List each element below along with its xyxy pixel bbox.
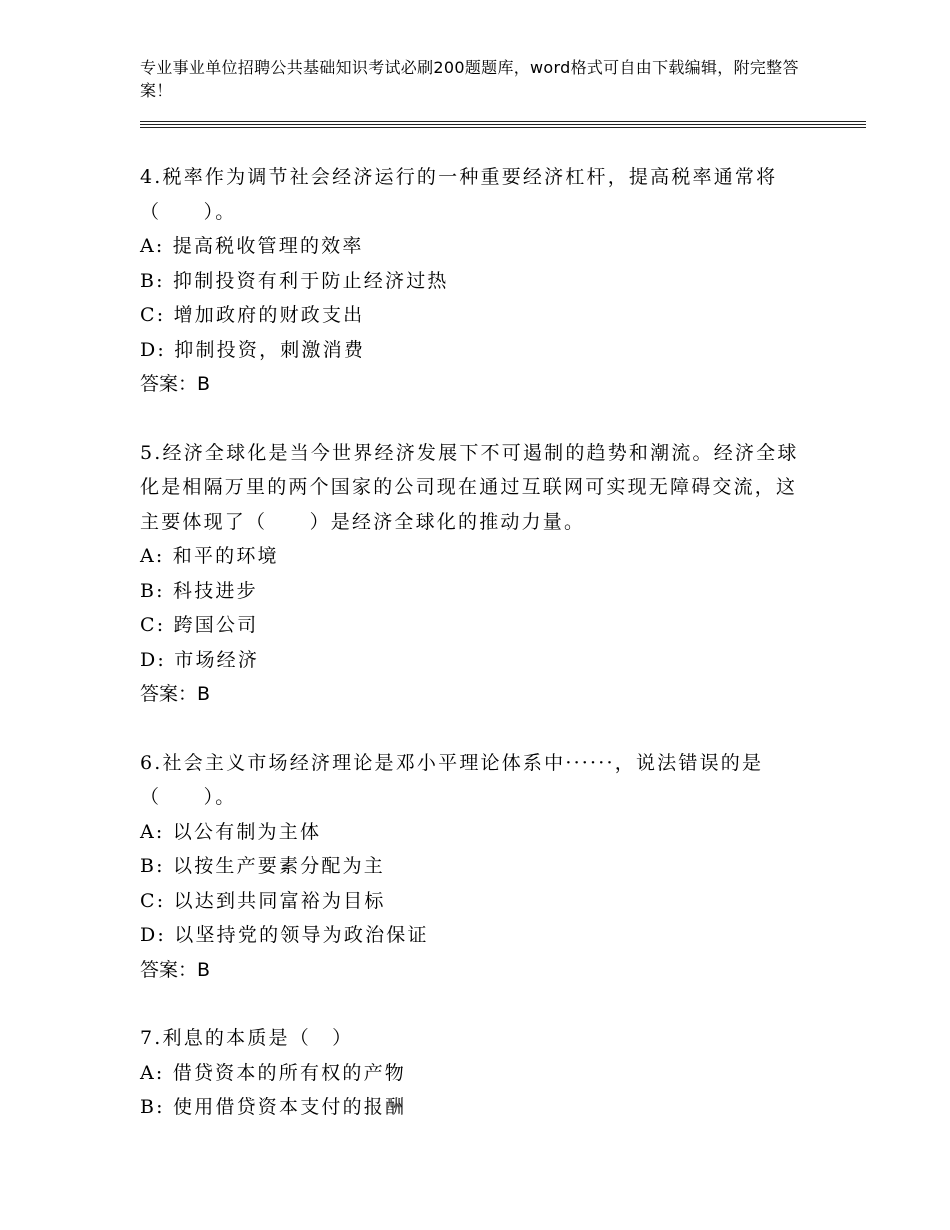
question-text: 5.经济全球化是当今世界经济发展下不可遏制的趋势和潮流。经济全球化是相隔万里的两个国家的公司现在通过互联网可实现无障碍交流，这主要体现了（ ）是经济全球化的推动力量。: [140, 441, 799, 533]
question-4: [140, 160, 800, 402]
question-6: [140, 746, 800, 988]
answer-line: 答案：B: [140, 373, 211, 395]
option-b: B: 抑制投资有利于防止经济过热: [140, 269, 449, 292]
question-text: 6.社会主义市场经济理论是邓小平理论体系中······，说法错误的是（ ）。: [140, 751, 764, 808]
header-divider: [140, 124, 866, 125]
option-a: A: 借贷资本的所有权的产物: [140, 1061, 406, 1084]
answer-line: 答案：B: [140, 683, 211, 705]
question-7: [140, 1021, 800, 1125]
option-b: B: 以按生产要素分配为主: [140, 855, 386, 877]
option-c: C: 增加政府的财政支出: [140, 304, 365, 326]
question-text: 7.利息的本质是（ ）: [140, 1027, 354, 1049]
option-a: A: 提高税收管理的效率: [140, 235, 364, 257]
question-5: [140, 436, 800, 712]
page-header-text: 专业事业单位招聘公共基础知识考试必刷200题题库，word格式可自由下载编辑，附完整答案！: [140, 58, 799, 100]
option-c: C: 以达到共同富裕为目标: [140, 889, 386, 912]
header-divider: [140, 121, 866, 122]
option-b: B: 使用借贷资本支付的报酬: [140, 1096, 407, 1118]
option-a: A: 以公有制为主体: [140, 820, 322, 843]
question-list: [140, 160, 800, 1159]
option-a: A: 和平的环境: [140, 545, 279, 567]
option-d: D: 以坚持党的领导为政治保证: [140, 924, 429, 946]
answer-line: 答案：B: [140, 958, 211, 981]
header-divider: [140, 127, 866, 128]
option-d: D: 抑制投资，刺激消费: [140, 338, 366, 361]
option-c: C: 跨国公司: [140, 614, 259, 636]
question-text: 4.税率作为调节社会经济运行的一种重要经济杠杆，提高税率通常将（ ）。: [140, 166, 778, 223]
option-b: B: 科技进步: [140, 579, 258, 602]
option-d: D: 市场经济: [140, 648, 260, 671]
